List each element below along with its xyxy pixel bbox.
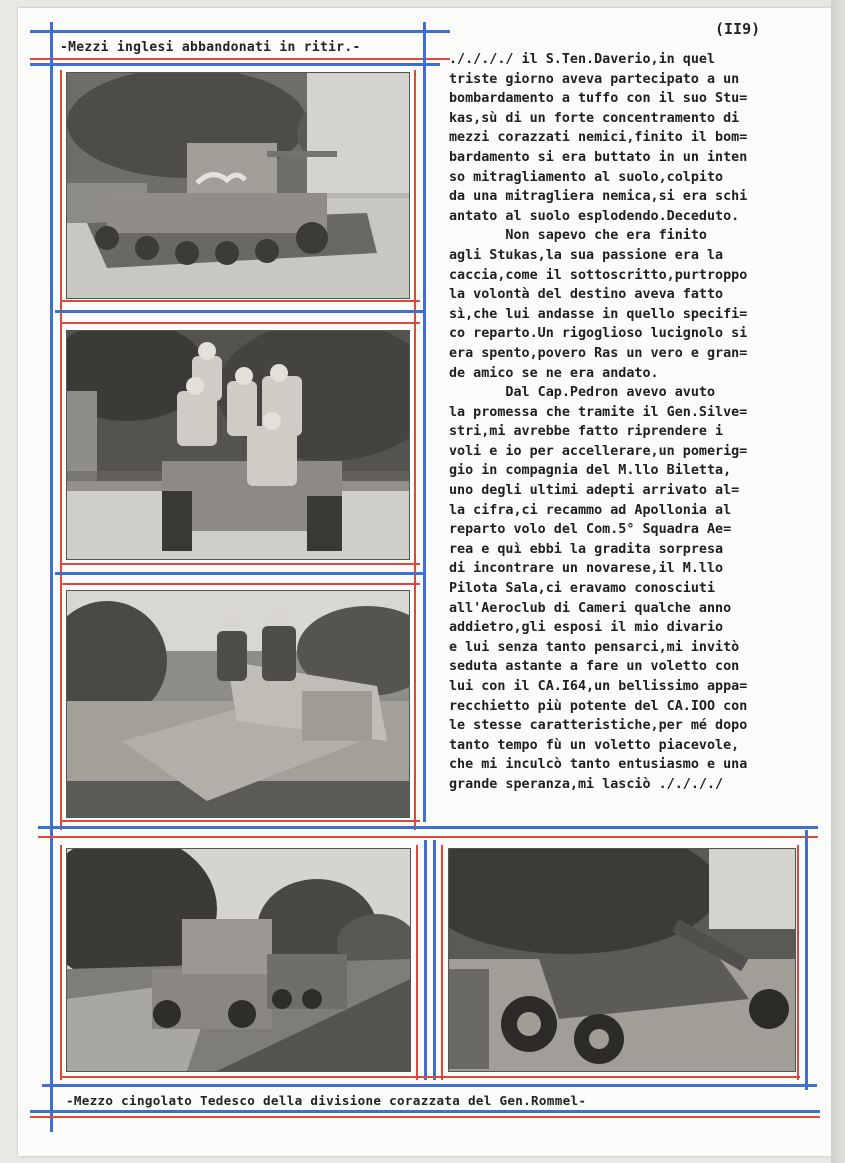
body-text xyxy=(449,50,834,795)
rule-line xyxy=(30,63,440,66)
rule-line xyxy=(441,845,443,1080)
text-line: uno degli ultimi adepti arrivato al= xyxy=(449,483,740,499)
text-line: de amico se ne era andato. xyxy=(449,365,659,381)
text-line: Pilota Sala,ci eravamo conosciuti xyxy=(449,581,716,597)
photo-soldiers-on-carrier xyxy=(66,330,410,560)
rule-line xyxy=(60,820,420,822)
text-line: antato al suolo esplodendo.Deceduto. xyxy=(449,208,740,224)
text-line: triste giorno aveva partecipato a un xyxy=(449,71,740,87)
text-line: la volontà del destino aveva fatto xyxy=(449,287,724,303)
rule-line xyxy=(60,300,420,302)
rule-line xyxy=(60,583,420,585)
text-line: Dal Cap.Pedron avevo avuto xyxy=(449,385,716,401)
rule-line xyxy=(433,840,436,1080)
text-line: le stesse caratteristiche,per mé dopo xyxy=(449,718,748,734)
text-line: bombardamento a tuffo con il suo Stu= xyxy=(449,91,748,107)
rule-line xyxy=(38,826,818,829)
rule-line xyxy=(805,830,808,1090)
photo-artillery-gun xyxy=(448,848,796,1072)
text-line: lui con il CA.I64,un bellissimo appa= xyxy=(449,679,748,694)
rule-line xyxy=(30,1116,820,1118)
text-line: so mitragliamento al suolo,colpito xyxy=(449,169,724,185)
text-line: kas,sù di un forte concentramento di xyxy=(449,110,740,126)
rule-line xyxy=(42,1084,817,1087)
text-line: voli e io per accellerare,un pomerig= xyxy=(449,443,748,459)
text-line: e lui senza tanto pensarci,mi invitò xyxy=(449,639,740,655)
rule-line xyxy=(797,845,799,1080)
text-line: grande speranza,mi lasciò ././././ xyxy=(449,776,724,792)
text-line: di incontrare un novarese,il M.llo xyxy=(449,561,724,577)
text-line: tanto tempo fù un voletto piacevole, xyxy=(449,737,740,753)
text-line: all'Aeroclub di Cameri qualche anno xyxy=(449,600,732,616)
text-line: Non sapevo che era finito xyxy=(449,228,707,244)
text-line: rea e quì ebbi la gradita sorpresa xyxy=(449,541,724,557)
text-line: da una mitragliera nemica,si era schi xyxy=(449,189,748,205)
text-line: sì,che lui andasse in quello specifi= xyxy=(449,306,748,322)
text-line: era spento,povero Ras un vero e gran= xyxy=(449,345,748,361)
rule-line xyxy=(60,845,62,1080)
rule-line xyxy=(423,22,426,822)
rule-line xyxy=(30,1110,820,1113)
rule-line xyxy=(60,70,62,830)
text-line: stri,mi avrebbe fatto riprendere i xyxy=(449,424,724,440)
photo-two-men-on-carrier xyxy=(66,590,410,818)
text-line: addietro,gli esposi il mio divario xyxy=(449,620,724,636)
rule-line xyxy=(30,30,450,33)
text-line: gio in compagnia del M.llo Biletta, xyxy=(449,463,732,479)
rule-line xyxy=(50,22,53,1132)
photo-halftrack-road xyxy=(66,848,411,1072)
text-line: recchietto più potente del CA.IOO con xyxy=(449,698,748,714)
rule-line xyxy=(60,563,420,565)
caption-bottom: -Mezzo cingolato Tedesco della divisione corazzata del Gen.Rommel- xyxy=(66,1093,587,1108)
rule-line xyxy=(60,1076,800,1078)
page-number: (II9) xyxy=(715,20,761,38)
text-line: agli Stukas,la sua passione era la xyxy=(449,247,724,263)
rule-line xyxy=(30,58,450,60)
text-line: caccia,come il sottoscritto,purtroppo xyxy=(449,267,748,283)
rule-line xyxy=(55,310,425,313)
photo-light-tank-street xyxy=(66,72,410,299)
rule-line xyxy=(414,70,416,830)
text-line: bardamento si era buttato in un inten xyxy=(449,149,748,165)
rule-line xyxy=(38,836,818,838)
text-line: reparto volo del Com.5° Squadra Ae= xyxy=(449,522,732,538)
text-line: mezzi corazzati nemici,finito il bom= xyxy=(449,130,748,146)
text-line: che mi inculcò tanto entusiasmo e una xyxy=(449,757,748,773)
text-line: seduta astante a fare un voletto con xyxy=(449,659,740,675)
caption-top: -Mezzi inglesi abbandonati in ritir.- xyxy=(60,40,361,55)
text-line: ././././ il S.Ten.Daverio,in quel xyxy=(449,52,716,67)
text-line: la cifra,ci recammo ad Apollonia al xyxy=(449,502,732,518)
rule-line xyxy=(60,322,420,324)
text-line: la promessa che tramite il Gen.Silve= xyxy=(449,404,748,420)
rule-line xyxy=(416,845,418,1080)
rule-line xyxy=(424,840,427,1080)
text-line: co reparto.Un rigoglioso lucignolo si xyxy=(449,326,748,342)
rule-line xyxy=(55,572,425,575)
